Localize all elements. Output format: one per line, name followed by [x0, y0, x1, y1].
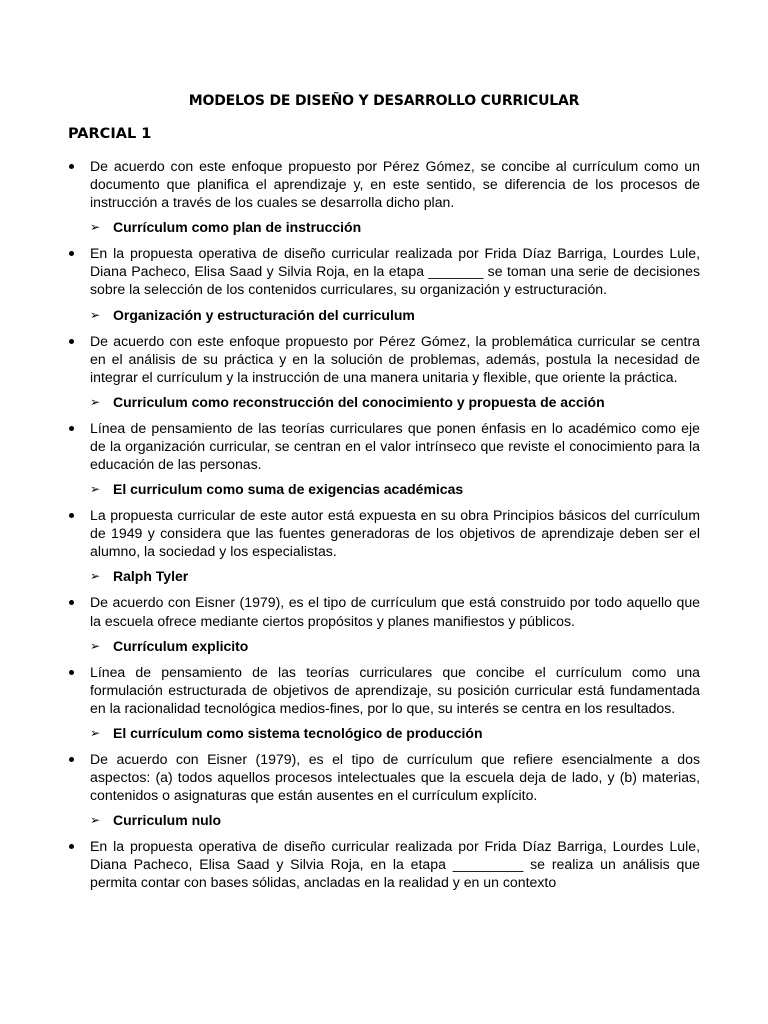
answer-text: Ralph Tyler [113, 568, 189, 585]
question-text: En la propuesta operativa de diseño curricular realizada por Frida Díaz Barriga, Lourdes Lule, Diana Pacheco, Elisa Saad y Silvia Roja, en la etapa _________ se realiza un análisis que permita contar con bases sólidas, ancladas en la realidad y en un contexto [90, 838, 700, 891]
arrowhead-icon: ➢ [90, 220, 101, 235]
answer-text: El currículum como sistema tecnológico de producción [113, 724, 483, 741]
answer-text: Curriculum nulo [113, 812, 222, 829]
question-text: Línea de pensamiento de las teorías curriculares que ponen énfasis en lo académico como eje de la organización curricular, se centran en el valor intrínseco que reviste el conocimiento para la educación de las personas. [90, 419, 700, 473]
list-item [68, 506, 700, 560]
answer-line [90, 481, 700, 498]
list-item [68, 244, 700, 298]
answer-line [90, 812, 700, 829]
list-item [68, 593, 700, 629]
section-heading: PARCIAL 1 [68, 126, 152, 142]
answer-text: Organización y estructuración del curriculum [113, 306, 415, 323]
document-title: MODELOS DE DISEÑO Y DESARROLLO CURRICULAR [188, 93, 580, 109]
arrowhead-icon: ➢ [90, 394, 101, 409]
answer-line [90, 394, 700, 411]
answer-text: El curriculum como suma de exigencias académicas [113, 481, 464, 498]
list-item [68, 663, 700, 717]
question-text: De acuerdo con este enfoque propuesto por Pérez Gómez, la problemática curricular se centra en el análisis de su práctica y en la solución de problemas, además, postula la necesidad de integrar el currículum y la instrucción de una manera unitaria y flexible, que oriente la práctica. [90, 332, 700, 385]
list-item [68, 419, 700, 473]
question-text: En la propuesta operativa de diseño curricular realizada por Frida Díaz Barriga, Lourdes Lule, Diana Pacheco, Elisa Saad y Silvia Roja, en la etapa _______ se toman una serie de decisiones sobre la selección de los contenidos curriculares, su organización y estructuración. [90, 245, 700, 298]
list-item [68, 837, 700, 891]
answer-line [90, 725, 700, 742]
answer-text: Currículum como plan de instrucción [113, 219, 362, 236]
arrowhead-icon: ➢ [90, 725, 101, 740]
arrowhead-icon: ➢ [90, 307, 101, 322]
arrowhead-icon: ➢ [90, 482, 101, 497]
answer-text: Curriculum como reconstrucción del conocimiento y propuesta de acción [113, 393, 605, 410]
arrowhead-icon: ➢ [90, 813, 101, 828]
answer-text: Currículum explicito [113, 637, 249, 654]
question-text: De acuerdo con este enfoque propuesto por Pérez Gómez, se concibe al currículum como un documento que planifica el aprendizaje y, en este sentido, se diferencia de los procesos de instrucción a través de los cuales se desarrolla dicho plan. [90, 158, 700, 211]
question-text: La propuesta curricular de este autor está expuesta en su obra Principios básicos del currículum de 1949 y considera que las fuentes generadoras de los objetivos de aprendizaje deben ser el alumno, la sociedad y los especialistas. [90, 507, 700, 560]
question-text: De acuerdo con Eisner (1979), es el tipo de currículum que está construido por todo aquello que la escuela ofrece mediante ciertos propósitos y planes manifiestos y públicos. [90, 594, 700, 629]
arrowhead-icon: ➢ [90, 638, 101, 653]
answer-line [90, 219, 700, 236]
question-text: Línea de pensamiento de las teorías curriculares que concibe el currículum como una formulación estructurada de objetivos de aprendizaje, su posición curricular está fundamentada en la racionalidad tecnológica medios-fines, por lo que, su interés se centra en los resultados. [90, 663, 700, 716]
list-item [68, 332, 700, 386]
arrowhead-icon: ➢ [90, 569, 101, 584]
question-list [68, 157, 700, 891]
answer-line [90, 568, 700, 585]
list-item [68, 157, 700, 211]
answer-line [90, 307, 700, 324]
list-item [68, 750, 700, 804]
question-text: De acuerdo con Eisner (1979), es el tipo de currículum que refiere esencialmente a dos aspectos: (a) todos aquellos procesos intelectuales que la escuela deja de lado, y (b) materias, contenidos o asignaturas que están ausentes en el currículum explícito. [90, 750, 700, 804]
answer-line [90, 638, 700, 655]
